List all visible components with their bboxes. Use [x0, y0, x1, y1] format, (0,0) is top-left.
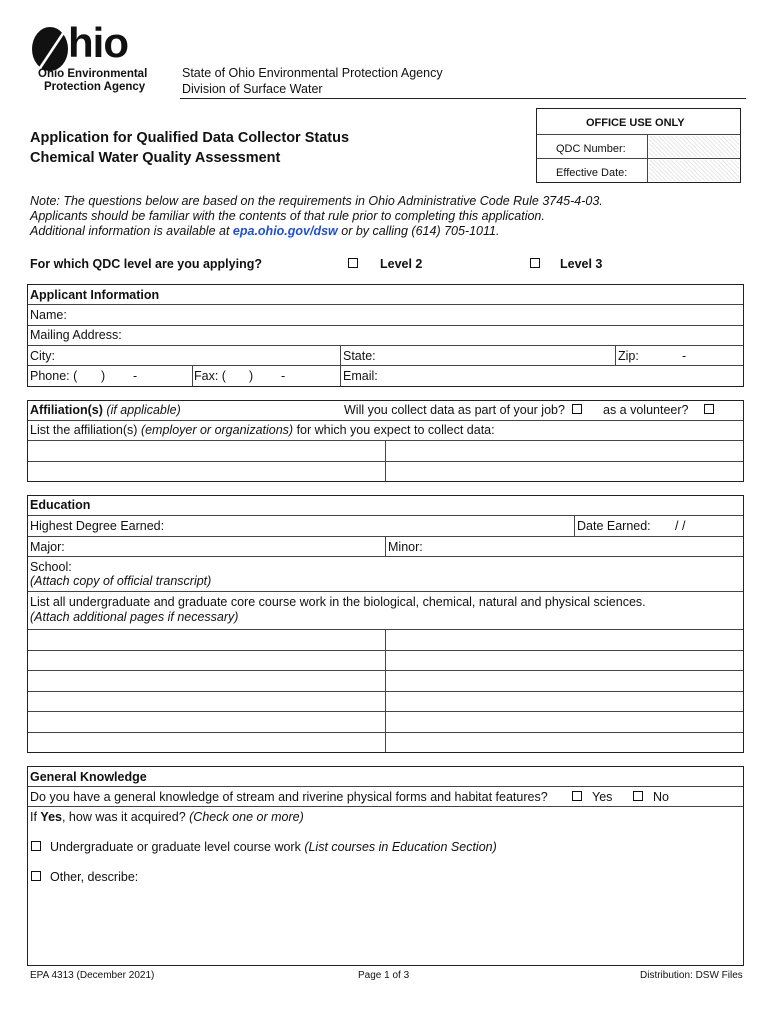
affiliation-list-label: List the affiliation(s) (employer or organizations) for which you expect to collect data: — [30, 423, 495, 437]
yes-label: Yes — [592, 790, 613, 804]
knowledge-question: Do you have a general knowledge of stream and riverine physical forms and habitat features? — [30, 790, 548, 804]
coursework-label: Undergraduate or graduate level course work (List courses in Education Section) — [50, 840, 497, 854]
state-field[interactable]: State: — [343, 349, 376, 363]
logo-line2: Protection Agency — [44, 81, 146, 93]
transcript-note: (Attach copy of official transcript) — [30, 574, 212, 588]
agency-name: State of Ohio Environmental Protection Agency — [182, 66, 443, 80]
level2-checkbox[interactable] — [348, 258, 358, 268]
division-name: Division of Surface Water — [182, 82, 323, 96]
distribution: Distribution: DSW Files — [640, 970, 743, 981]
if-yes-label: If Yes, how was it acquired? (Check one or more) — [30, 810, 304, 824]
volunteer-checkbox[interactable] — [704, 404, 714, 414]
office-divider — [537, 158, 740, 159]
office-divider — [537, 134, 740, 135]
no-checkbox[interactable] — [633, 791, 643, 801]
coursework-checkbox[interactable] — [31, 841, 41, 851]
note-line-3: Additional information is available at epa.ohio.gov/dsw or by calling (614) 705-1011. — [30, 224, 500, 238]
dsw-link[interactable]: epa.ohio.gov/dsw — [232, 224, 338, 238]
affiliation-entry-3[interactable] — [29, 462, 384, 481]
level2-label: Level 2 — [380, 257, 423, 271]
logo-line1: Ohio Environmental — [38, 68, 148, 80]
qdc-number-field[interactable] — [649, 136, 739, 157]
minor-field[interactable]: Minor: — [388, 540, 423, 554]
page-number: Page 1 of 3 — [358, 970, 410, 981]
office-divider — [647, 134, 648, 182]
highest-degree-field[interactable]: Highest Degree Earned: — [30, 519, 165, 533]
phone-field[interactable]: Phone: ( — [30, 369, 78, 383]
major-field[interactable]: Major: — [30, 540, 65, 554]
volunteer-label: as a volunteer? — [603, 403, 689, 417]
other-describe-label: Other, describe: — [50, 870, 139, 884]
city-field[interactable]: City: — [30, 349, 55, 363]
effective-date-field[interactable] — [649, 160, 739, 181]
form-id: EPA 4313 (December 2021) — [30, 970, 155, 981]
affiliation-entry-1[interactable] — [29, 441, 384, 460]
fax-field[interactable]: Fax: ( — [194, 369, 226, 383]
level3-checkbox[interactable] — [530, 258, 540, 268]
effective-date-label: Effective Date: — [556, 167, 628, 179]
note-line-2: Applicants should be familiar with the contents of that rule prior to completing this application. — [30, 209, 545, 223]
school-field[interactable]: School: — [30, 560, 72, 574]
affiliation-entry-2[interactable] — [387, 441, 742, 460]
form-title: Application for Qualified Data Collector Status — [30, 130, 350, 146]
job-question: Will you collect data as part of your job? — [344, 403, 565, 417]
zip-field[interactable]: Zip: — [618, 349, 639, 363]
note-line-1: Note: The questions below are based on the requirements in Ohio Administrative Code Rule 3745-4-03. — [30, 194, 603, 208]
courses-label: List all undergraduate and graduate core course work in the biological, chemical, natural and physical sciences. — [30, 595, 646, 609]
job-checkbox[interactable] — [572, 404, 582, 414]
office-use-title: OFFICE USE ONLY — [586, 117, 685, 129]
affiliation-entry-4[interactable] — [387, 462, 742, 481]
other-checkbox[interactable] — [31, 871, 41, 881]
email-field[interactable]: Email: — [343, 369, 378, 383]
courses-note: (Attach additional pages if necessary) — [30, 610, 239, 624]
mailing-address-field[interactable]: Mailing Address: — [30, 328, 122, 342]
no-label: No — [653, 790, 669, 804]
form-subtitle: Chemical Water Quality Assessment — [30, 150, 281, 166]
affiliation-heading: Affiliation(s) (if applicable) — [30, 403, 181, 417]
education-heading: Education — [30, 498, 91, 512]
name-field[interactable]: Name: — [30, 308, 67, 322]
applicant-heading: Applicant Information — [30, 288, 160, 302]
knowledge-heading: General Knowledge — [30, 770, 147, 784]
qdc-number-label: QDC Number: — [556, 143, 626, 155]
header-rule — [180, 98, 746, 99]
other-describe-field[interactable] — [46, 888, 736, 960]
level-question: For which QDC level are you applying? — [30, 257, 262, 271]
yes-checkbox[interactable] — [572, 791, 582, 801]
logo-word: hio — [68, 19, 128, 66]
level3-label: Level 3 — [560, 257, 603, 271]
date-earned-field[interactable]: Date Earned: — [577, 519, 651, 533]
